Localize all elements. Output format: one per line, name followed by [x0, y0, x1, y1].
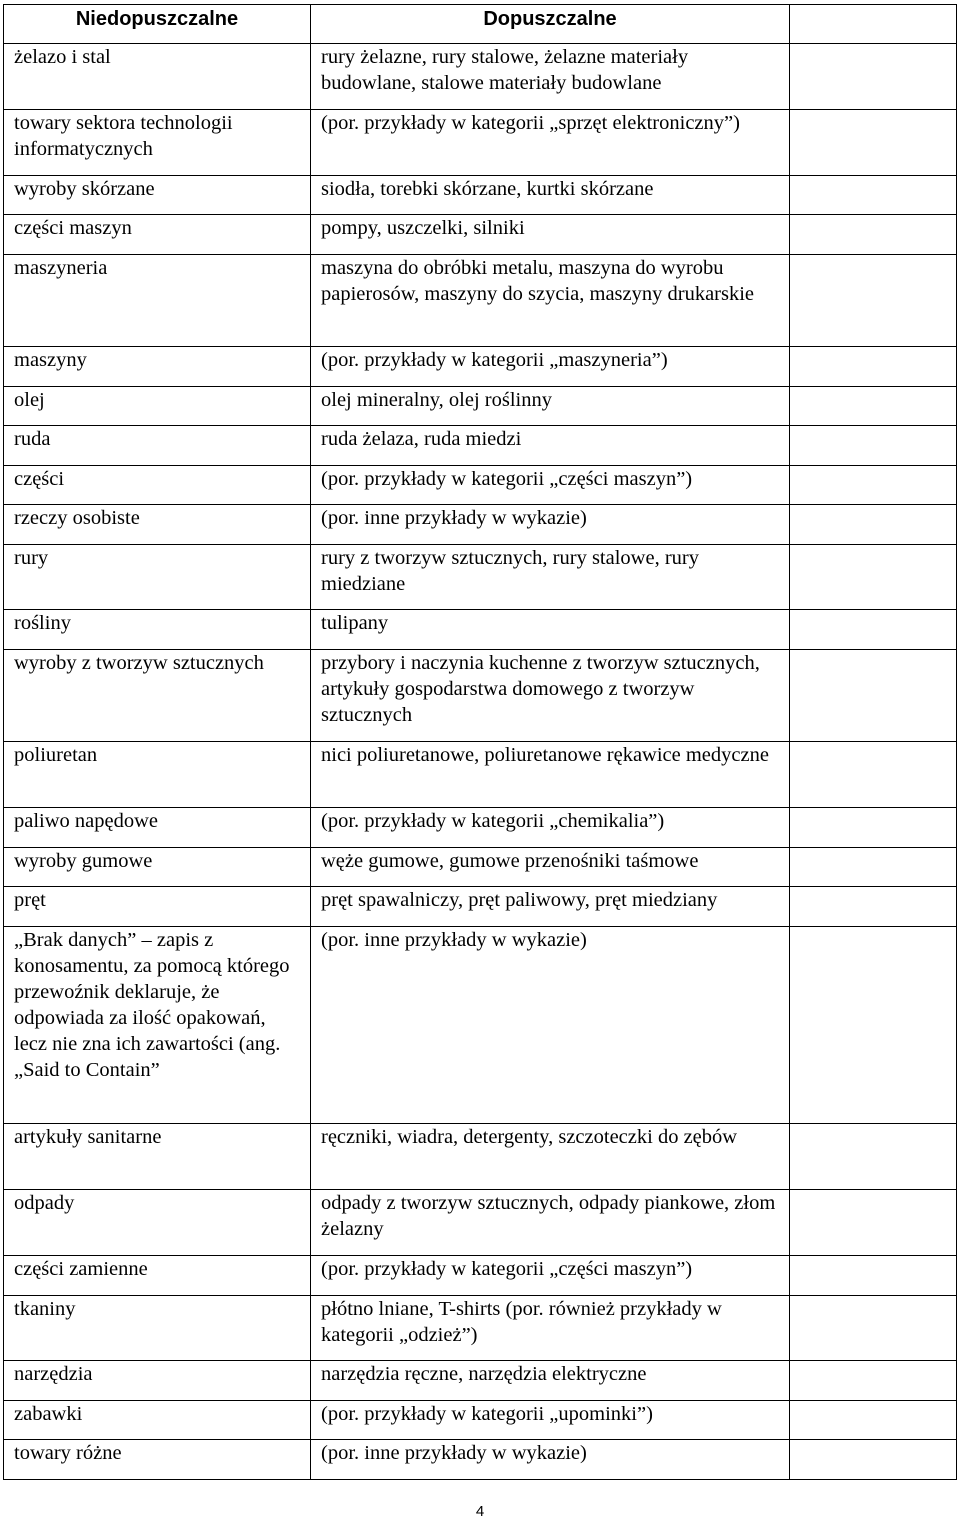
cell-extra	[790, 387, 957, 426]
cell-not-allowed	[4, 215, 311, 255]
table-row	[4, 1124, 957, 1190]
cell-not-allowed-text: ruda	[14, 428, 51, 450]
table-row	[4, 1190, 957, 1256]
cell-not-allowed	[4, 610, 311, 650]
cell-allowed	[311, 1361, 790, 1401]
cell-extra	[790, 1401, 957, 1440]
cell-not-allowed	[4, 255, 311, 347]
cell-extra	[790, 742, 957, 808]
cell-extra	[790, 110, 957, 176]
cell-allowed-text: odpady z tworzyw sztucznych, odpady piankowe, złom żelazny	[321, 1192, 776, 1240]
cell-allowed-text: ręczniki, wiadra, detergenty, szczoteczki do zębów	[321, 1126, 738, 1148]
table-row	[4, 927, 957, 1124]
table-row	[4, 848, 957, 887]
cell-not-allowed	[4, 1361, 311, 1401]
cell-not-allowed-text: wyroby skórzane	[14, 178, 155, 200]
cell-allowed-text: olej mineralny, olej roślinny	[321, 389, 552, 411]
cell-not-allowed-text: poliuretan	[14, 744, 98, 766]
cell-extra	[790, 255, 957, 347]
cell-allowed-text: płótno lniane, T-shirts (por. również przykłady w kategorii „odzież”)	[321, 1298, 722, 1346]
cell-not-allowed	[4, 1440, 311, 1480]
cell-allowed	[311, 545, 790, 610]
table-header-row	[4, 5, 957, 44]
cell-not-allowed-text: części zamienne	[14, 1258, 148, 1280]
cell-not-allowed	[4, 347, 311, 387]
cell-allowed-text: (por. przykłady w kategorii „części maszyn”)	[321, 468, 693, 490]
table-row	[4, 808, 957, 848]
cell-not-allowed-text: rury	[14, 547, 49, 569]
cell-allowed	[311, 347, 790, 387]
table-row	[4, 387, 957, 426]
cell-not-allowed	[4, 505, 311, 545]
cell-allowed-text: (por. inne przykłady w wykazie)	[321, 1442, 587, 1464]
cell-extra	[790, 44, 957, 110]
table-row	[4, 466, 957, 505]
cell-allowed	[311, 927, 790, 1124]
cell-allowed	[311, 1190, 790, 1256]
cell-allowed-text: narzędzia ręczne, narzędzia elektryczne	[321, 1363, 647, 1385]
cell-not-allowed-text: części maszyn	[14, 217, 132, 239]
cell-not-allowed	[4, 545, 311, 610]
cell-not-allowed-text: odpady	[14, 1192, 75, 1214]
cell-not-allowed	[4, 742, 311, 808]
cell-allowed	[311, 1124, 790, 1190]
cell-allowed	[311, 215, 790, 255]
table-row	[4, 1296, 957, 1361]
cell-not-allowed-text: maszyny	[14, 349, 87, 371]
cell-not-allowed	[4, 1256, 311, 1296]
table-row	[4, 1361, 957, 1401]
table-row	[4, 505, 957, 545]
cell-extra	[790, 1361, 957, 1401]
cell-allowed-text: (por. przykłady w kategorii „chemikalia”)	[321, 810, 665, 832]
table-row	[4, 215, 957, 255]
cell-allowed	[311, 110, 790, 176]
cell-extra	[790, 1440, 957, 1480]
cell-allowed-text: rury z tworzyw sztucznych, rury stalowe, rury miedziane	[321, 547, 699, 595]
cell-allowed-text: (por. inne przykłady w wykazie)	[321, 507, 587, 529]
cell-extra	[790, 927, 957, 1124]
table-row	[4, 1401, 957, 1440]
cell-not-allowed	[4, 1296, 311, 1361]
header-allowed: Dopuszczalne	[311, 5, 790, 44]
cell-not-allowed-text: rzeczy osobiste	[14, 507, 140, 529]
cell-extra	[790, 1190, 957, 1256]
cell-not-allowed	[4, 927, 311, 1124]
cell-allowed-text: siodła, torebki skórzane, kurtki skórzane	[321, 178, 654, 200]
table-row	[4, 255, 957, 347]
cell-not-allowed	[4, 1401, 311, 1440]
table-body	[4, 44, 957, 1480]
table-row	[4, 1256, 957, 1296]
cell-allowed-text: (por. inne przykłady w wykazie)	[321, 929, 587, 951]
cell-allowed	[311, 44, 790, 110]
cell-allowed-text: pompy, uszczelki, silniki	[321, 217, 525, 239]
cell-not-allowed	[4, 466, 311, 505]
cell-allowed-text: maszyna do obróbki metalu, maszyna do wyrobu papierosów, maszyny do szycia, maszyny drukarskie	[321, 257, 755, 305]
cell-not-allowed-text: towary sektora technologii informatycznych	[14, 112, 233, 160]
table-row	[4, 426, 957, 466]
cell-allowed	[311, 1401, 790, 1440]
cell-not-allowed-text: „Brak danych” – zapis z konosamentu, za pomocą którego przewoźnik deklaruje, że odpowiada za ilość opakowań, lecz nie zna ich zawartości (ang. „Said to Contain”	[14, 929, 290, 1081]
cell-extra	[790, 848, 957, 887]
cell-not-allowed	[4, 650, 311, 742]
cell-allowed-text: pręt spawalniczy, pręt paliwowy, pręt miedziany	[321, 889, 718, 911]
cell-allowed-text: (por. przykłady w kategorii „sprzęt elektroniczny”)	[321, 112, 740, 134]
cell-not-allowed	[4, 848, 311, 887]
cell-allowed	[311, 387, 790, 426]
cell-allowed	[311, 1296, 790, 1361]
cell-allowed	[311, 887, 790, 927]
table-row	[4, 610, 957, 650]
cell-extra	[790, 545, 957, 610]
table-row	[4, 545, 957, 610]
cell-allowed	[311, 426, 790, 466]
table-row	[4, 44, 957, 110]
cell-allowed	[311, 610, 790, 650]
cell-allowed-text: (por. przykłady w kategorii „upominki”)	[321, 1403, 653, 1425]
cell-not-allowed-text: pręt	[14, 889, 46, 911]
table-row	[4, 742, 957, 808]
cell-extra	[790, 887, 957, 927]
cell-not-allowed-text: narzędzia	[14, 1363, 93, 1385]
cell-extra	[790, 215, 957, 255]
table-row	[4, 1440, 957, 1480]
table-row	[4, 110, 957, 176]
page-number: 4	[475, 1503, 485, 1520]
cell-allowed-text: nici poliuretanowe, poliuretanowe rękawice medyczne	[321, 744, 769, 766]
cell-not-allowed	[4, 1124, 311, 1190]
cell-allowed	[311, 505, 790, 545]
cell-allowed-text: tulipany	[321, 612, 389, 634]
cell-not-allowed-text: towary różne	[14, 1442, 122, 1464]
cell-not-allowed-text: maszyneria	[14, 257, 108, 279]
header-not-allowed: Niedopuszczalne	[4, 5, 311, 44]
cell-allowed-text: rury żelazne, rury stalowe, żelazne materiały budowlane, stalowe materiały budowlane	[321, 46, 689, 94]
cell-extra	[790, 176, 957, 215]
cell-not-allowed	[4, 387, 311, 426]
cell-extra	[790, 505, 957, 545]
table-row	[4, 347, 957, 387]
cell-not-allowed-text: paliwo napędowe	[14, 810, 159, 832]
cell-allowed	[311, 808, 790, 848]
cell-allowed-text: ruda żelaza, ruda miedzi	[321, 428, 522, 450]
cell-extra	[790, 466, 957, 505]
cell-extra	[790, 1256, 957, 1296]
cell-extra	[790, 1124, 957, 1190]
cell-not-allowed	[4, 426, 311, 466]
cell-not-allowed	[4, 44, 311, 110]
cell-allowed-text: węże gumowe, gumowe przenośniki taśmowe	[321, 850, 699, 872]
cell-not-allowed-text: części	[14, 468, 65, 490]
cell-extra	[790, 610, 957, 650]
cell-not-allowed-text: wyroby z tworzyw sztucznych	[14, 652, 264, 674]
cell-allowed	[311, 466, 790, 505]
cell-not-allowed-text: artykuły sanitarne	[14, 1126, 162, 1148]
cell-not-allowed	[4, 176, 311, 215]
header-extra	[790, 5, 957, 44]
cell-not-allowed-text: tkaniny	[14, 1298, 76, 1320]
cell-extra	[790, 808, 957, 848]
cell-not-allowed	[4, 110, 311, 176]
cell-allowed-text: (por. przykłady w kategorii „maszyneria”)	[321, 349, 668, 371]
cell-allowed-text: przybory i naczynia kuchenne z tworzyw sztucznych, artykuły gospodarstwa domowego z tworzyw sztucznych	[321, 652, 760, 726]
cell-allowed	[311, 848, 790, 887]
table-row	[4, 887, 957, 927]
cell-not-allowed	[4, 808, 311, 848]
cell-not-allowed-text: rośliny	[14, 612, 71, 634]
cell-allowed	[311, 650, 790, 742]
cell-allowed	[311, 255, 790, 347]
cell-extra	[790, 650, 957, 742]
cell-not-allowed-text: żelazo i stal	[14, 46, 111, 68]
cell-not-allowed	[4, 887, 311, 927]
cell-not-allowed-text: zabawki	[14, 1403, 83, 1425]
cell-not-allowed	[4, 1190, 311, 1256]
cell-not-allowed-text: wyroby gumowe	[14, 850, 153, 872]
cell-allowed	[311, 1440, 790, 1480]
cell-extra	[790, 426, 957, 466]
table-row	[4, 650, 957, 742]
goods-description-table	[3, 4, 957, 1480]
table-row	[4, 176, 957, 215]
cell-allowed	[311, 742, 790, 808]
cell-allowed-text: (por. przykłady w kategorii „części maszyn”)	[321, 1258, 693, 1280]
cell-extra	[790, 1296, 957, 1361]
cell-allowed	[311, 176, 790, 215]
cell-not-allowed-text: olej	[14, 389, 45, 411]
cell-extra	[790, 347, 957, 387]
cell-allowed	[311, 1256, 790, 1296]
